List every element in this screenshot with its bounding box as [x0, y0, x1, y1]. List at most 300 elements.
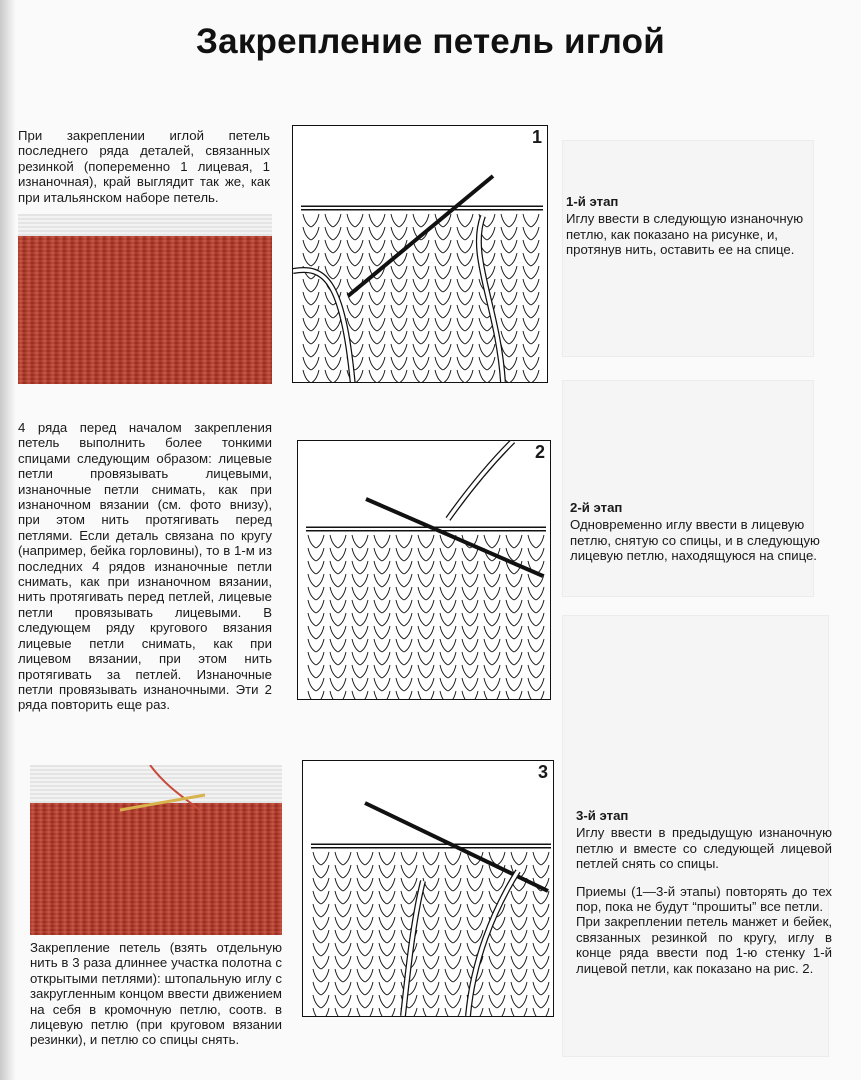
stitch-mark — [335, 852, 351, 865]
stitch-mark — [413, 305, 429, 318]
stitch-mark — [484, 574, 500, 587]
stitch-mark — [506, 600, 522, 613]
stitch-mark — [511, 995, 527, 1008]
cuff-note: При закреплении петель манжет и бейек, связанных резинкой по кругу, иглу в конце ряда ввести под 1-ю стенку 1-й лицевой петли, как показано на рис. 2. — [576, 914, 832, 976]
stitch-mark — [506, 613, 522, 626]
stitch-mark — [528, 691, 544, 699]
stitch-mark — [528, 600, 544, 613]
stitch-mark — [533, 865, 549, 878]
stitch-mark — [423, 930, 439, 943]
stitch-mark — [413, 266, 429, 279]
stitch-mark — [379, 904, 395, 917]
stitch-mark — [369, 318, 385, 331]
stitch-mark — [352, 626, 368, 639]
stitch-mark — [440, 678, 456, 691]
stitch-mark — [352, 613, 368, 626]
stitch-mark — [445, 852, 461, 865]
stitch-mark — [357, 1008, 373, 1016]
stitch-mark — [413, 331, 429, 344]
stitch-mark — [325, 357, 341, 370]
stitch-mark — [330, 561, 346, 574]
stitch-mark — [330, 652, 346, 665]
stitch-mark — [303, 305, 319, 318]
stitch-mark — [391, 214, 407, 227]
stitch-mark — [308, 548, 324, 561]
figure-number: 2 — [534, 442, 545, 462]
stitch-mark — [303, 357, 319, 370]
stitch-mark — [435, 331, 451, 344]
stitch-mark — [523, 266, 539, 279]
stitch-mark — [418, 600, 434, 613]
stitch-mark — [357, 943, 373, 956]
stitch-mark — [533, 904, 549, 917]
figure-number: 1 — [531, 127, 542, 147]
stitch-mark — [313, 904, 329, 917]
stitch-mark — [379, 982, 395, 995]
ribbing-photo-bottom — [30, 765, 282, 935]
stitch-mark — [313, 956, 329, 969]
stitch-mark — [335, 969, 351, 982]
stitch-mark — [357, 956, 373, 969]
stage-1-text: Иглу ввести в следующую изнаночную петлю, как показано на рисунке, и, протянув нить, оставить ее на спице. — [566, 211, 804, 258]
stitch-mark — [418, 561, 434, 574]
stitch-mark — [396, 587, 412, 600]
stitch-mark — [325, 370, 341, 382]
stitch-mark — [335, 865, 351, 878]
stitch-mark — [357, 995, 373, 1008]
stitch-mark — [396, 600, 412, 613]
stitch-mark — [379, 995, 395, 1008]
stitch-mark — [489, 943, 505, 956]
stitch-mark — [511, 917, 527, 930]
stitch-mark — [335, 1008, 351, 1016]
stitch-mark — [418, 652, 434, 665]
stitch-mark — [391, 318, 407, 331]
stitch-mark — [418, 548, 434, 561]
stitch-mark — [379, 917, 395, 930]
stitch-mark — [533, 982, 549, 995]
stitch-mark — [533, 917, 549, 930]
stitch-mark — [440, 561, 456, 574]
stitch-mark — [440, 548, 456, 561]
stitch-mark — [357, 917, 373, 930]
stitch-mark — [413, 370, 429, 382]
stitch-mark — [352, 561, 368, 574]
stitch-mark — [484, 691, 500, 699]
stitch-mark — [413, 253, 429, 266]
stitch-mark — [396, 626, 412, 639]
stitch-mark — [435, 240, 451, 253]
stitch-mark — [467, 917, 483, 930]
stitch-mark — [413, 279, 429, 292]
stitch-mark — [423, 865, 439, 878]
stitch-mark — [457, 214, 473, 227]
stitch-mark — [511, 956, 527, 969]
stitch-mark — [435, 292, 451, 305]
stitch-mark — [484, 678, 500, 691]
stitch-mark — [369, 292, 385, 305]
stitch-mark — [330, 600, 346, 613]
stitch-mark — [391, 279, 407, 292]
stitch-mark — [357, 969, 373, 982]
stitch-mark — [528, 639, 544, 652]
stitch-mark — [391, 227, 407, 240]
stitch-mark — [401, 878, 417, 891]
stitch-mark — [396, 691, 412, 699]
stitch-mark — [528, 665, 544, 678]
stitch-mark — [440, 639, 456, 652]
stitch-mark — [352, 652, 368, 665]
stitch-mark — [374, 613, 390, 626]
stitch-mark — [423, 852, 439, 865]
repeat-note: Приемы (1—3-й этапы) повторять до тех пор, пока не будут “прошиты” все петли. — [576, 883, 832, 915]
stitch-mark — [445, 943, 461, 956]
stitch-mark — [396, 548, 412, 561]
stitch-mark — [374, 665, 390, 678]
stitch-mark — [313, 917, 329, 930]
stitch-mark — [423, 904, 439, 917]
stage-2-text: Одновременно иглу ввести в лицевую петлю, снятую со спицы, и в следующую лицевую петлю, находящуюся на спице. — [570, 517, 820, 564]
stitch-mark — [369, 253, 385, 266]
stitch-mark — [369, 214, 385, 227]
stitch-mark — [533, 995, 549, 1008]
stitch-mark — [347, 318, 363, 331]
stitch-mark — [457, 279, 473, 292]
figure-3 — [302, 760, 554, 1017]
stitch-mark — [462, 665, 478, 678]
stitch-mark — [330, 613, 346, 626]
stitch-mark — [369, 240, 385, 253]
stitch-mark — [369, 305, 385, 318]
stitch-mark — [533, 930, 549, 943]
stitch-mark — [462, 626, 478, 639]
stitch-mark — [396, 535, 412, 548]
stitch-mark — [418, 639, 434, 652]
stitch-mark — [303, 370, 319, 382]
stitch-mark — [418, 613, 434, 626]
stitch-mark — [457, 370, 473, 382]
book-spine-shadow — [0, 0, 16, 1080]
stitch-mark — [313, 865, 329, 878]
stitch-mark — [391, 370, 407, 382]
stitch-mark — [374, 574, 390, 587]
stitch-mark — [352, 665, 368, 678]
stitch-mark — [330, 665, 346, 678]
stitch-mark — [511, 930, 527, 943]
stitch-mark — [435, 357, 451, 370]
stitch-mark — [369, 227, 385, 240]
stitch-mark — [418, 691, 434, 699]
stitch-mark — [374, 626, 390, 639]
stitch-mark — [506, 665, 522, 678]
stitch-mark — [335, 982, 351, 995]
stitch-mark — [325, 214, 341, 227]
stitch-mark — [462, 691, 478, 699]
stitch-mark — [335, 904, 351, 917]
stitch-mark — [423, 995, 439, 1008]
stitch-mark — [423, 1008, 439, 1016]
stitch-mark — [352, 587, 368, 600]
stitch-mark — [501, 292, 517, 305]
stitch-mark — [479, 357, 495, 370]
stitch-mark — [374, 652, 390, 665]
stitch-mark — [462, 600, 478, 613]
stitch-mark — [330, 587, 346, 600]
stitch-mark — [379, 865, 395, 878]
stitch-mark — [506, 678, 522, 691]
stitch-mark — [440, 652, 456, 665]
stitch-mark — [418, 587, 434, 600]
stitch-mark — [462, 548, 478, 561]
stitch-mark — [484, 600, 500, 613]
stitch-mark — [423, 956, 439, 969]
stitch-mark — [533, 852, 549, 865]
stitch-mark — [462, 561, 478, 574]
stitch-mark — [308, 561, 324, 574]
stitch-mark — [303, 292, 319, 305]
stitch-mark — [423, 891, 439, 904]
stitch-mark — [308, 665, 324, 678]
stitch-mark — [457, 253, 473, 266]
stitch-mark — [511, 943, 527, 956]
stitch-mark — [528, 587, 544, 600]
stage-1-block — [566, 194, 822, 258]
stitch-mark — [313, 852, 329, 865]
stitch-mark — [308, 678, 324, 691]
stitch-mark — [374, 561, 390, 574]
stitch-mark — [308, 587, 324, 600]
stitch-mark — [523, 344, 539, 357]
stitch-mark — [457, 305, 473, 318]
stitch-mark — [330, 639, 346, 652]
stitch-mark — [467, 865, 483, 878]
stitch-mark — [303, 279, 319, 292]
stitch-mark — [523, 370, 539, 382]
stitch-mark — [435, 370, 451, 382]
figure-number: 3 — [537, 762, 548, 782]
stitch-mark — [457, 344, 473, 357]
stitch-mark — [435, 253, 451, 266]
stitch-mark — [352, 574, 368, 587]
stitch-mark — [506, 626, 522, 639]
knitting-stitch-diagram-3 — [303, 761, 553, 1016]
stitch-mark — [501, 305, 517, 318]
stitch-mark — [440, 691, 456, 699]
stitch-mark — [418, 665, 434, 678]
stitch-mark — [347, 266, 363, 279]
stitch-mark — [308, 574, 324, 587]
stitch-mark — [506, 535, 522, 548]
stitch-mark — [462, 678, 478, 691]
stitch-mark — [313, 995, 329, 1008]
stitch-mark — [501, 227, 517, 240]
stitch-mark — [501, 344, 517, 357]
stitch-mark — [401, 852, 417, 865]
stitch-mark — [401, 891, 417, 904]
stitch-mark — [523, 318, 539, 331]
page-title: Закрепление петель иглой — [196, 22, 665, 61]
stitch-mark — [391, 331, 407, 344]
stitch-mark — [379, 878, 395, 891]
stitch-mark — [457, 331, 473, 344]
stitch-mark — [484, 639, 500, 652]
stitch-mark — [352, 600, 368, 613]
ribbing-photo-top — [18, 214, 272, 384]
stitch-mark — [347, 227, 363, 240]
stitch-mark — [511, 982, 527, 995]
stitch-mark — [401, 865, 417, 878]
stitch-mark — [445, 891, 461, 904]
bottom-paragraph: Закрепление петель (взять отдельную нить в 3 раза длиннее участка полотна с открытыми петлями): штопальную иглу с закругленным концом ввести движением на себя в кромочную петлю, соотв. в лицевую петлю (при круговом вязании резинки), и петлю со спицы снять. — [30, 940, 282, 1048]
preparation-paragraph: 4 ряда перед началом закрепления петель выполнить более тонкими спицами следующим образом: лицевые петли провязывать лицевыми, изнаночные петли снимать, как при изнаночном вязании (см. фото внизу), при этом нить протягивать перед петлями. Если деталь связана по кругу (например, бейка горловины), то в 1-м из последних 4 рядов изнаночные петли снимать, как при изнаночном вязании, нить протягивать перед петлей, лицевые петли провязывать лицевыми. В следующем ряду кругового вязания лицевые петли снимать, как при лицевом вязании, при этом нить протягивать за петлей. Изнаночные петли провязывать изнаночными. Эти 2 ряда повторить еще раз. — [18, 420, 272, 713]
stitch-mark — [467, 904, 483, 917]
stitch-mark — [501, 331, 517, 344]
stage-3-text: Иглу ввести в предыдущую изнаночную петлю и вместе со следующей лицевой петлей снять со спицы. — [576, 825, 832, 872]
stitch-mark — [308, 652, 324, 665]
stitch-mark — [352, 691, 368, 699]
stitch-mark — [511, 891, 527, 904]
stitch-mark — [523, 253, 539, 266]
stitch-mark — [374, 535, 390, 548]
background-panel — [562, 380, 814, 597]
stitch-mark — [435, 266, 451, 279]
stitch-mark — [484, 561, 500, 574]
stitch-mark — [523, 305, 539, 318]
stitch-mark — [335, 917, 351, 930]
stitch-mark — [445, 982, 461, 995]
stitch-mark — [445, 956, 461, 969]
stitch-mark — [357, 852, 373, 865]
stitch-mark — [523, 214, 539, 227]
figure-1 — [292, 125, 548, 383]
stitch-mark — [528, 678, 544, 691]
stitch-mark — [357, 930, 373, 943]
stitch-mark — [511, 1008, 527, 1016]
stitch-mark — [528, 626, 544, 639]
stitch-mark — [462, 652, 478, 665]
stitch-mark — [396, 639, 412, 652]
stitch-mark — [352, 678, 368, 691]
stitch-mark — [457, 357, 473, 370]
stitch-mark — [528, 535, 544, 548]
stitch-mark — [418, 626, 434, 639]
stitch-mark — [374, 691, 390, 699]
stitch-mark — [303, 344, 319, 357]
stitch-mark — [523, 357, 539, 370]
stitch-mark — [396, 613, 412, 626]
figure-2 — [297, 440, 551, 700]
stitch-mark — [391, 305, 407, 318]
stitch-mark — [413, 214, 429, 227]
stitch-mark — [374, 678, 390, 691]
stitch-mark — [357, 904, 373, 917]
stitch-mark — [484, 613, 500, 626]
stitch-mark — [479, 331, 495, 344]
stitch-mark — [313, 891, 329, 904]
stitch-mark — [347, 253, 363, 266]
stitch-mark — [391, 344, 407, 357]
stitch-mark — [325, 240, 341, 253]
stitch-mark — [313, 969, 329, 982]
stitch-mark — [511, 852, 527, 865]
stitch-mark — [303, 227, 319, 240]
stitch-mark — [435, 344, 451, 357]
stitch-mark — [303, 240, 319, 253]
stitch-mark — [347, 305, 363, 318]
stitch-mark — [357, 891, 373, 904]
stitch-mark — [423, 943, 439, 956]
stitch-mark — [457, 266, 473, 279]
stitch-mark — [374, 600, 390, 613]
stitch-mark — [369, 344, 385, 357]
stitch-mark — [374, 587, 390, 600]
stitch-mark — [330, 574, 346, 587]
stitch-mark — [484, 626, 500, 639]
stitch-mark — [347, 240, 363, 253]
stitch-mark — [357, 865, 373, 878]
stitch-mark — [313, 943, 329, 956]
stitch-mark — [457, 227, 473, 240]
stitch-mark — [445, 995, 461, 1008]
stitch-mark — [501, 318, 517, 331]
stitch-mark — [423, 917, 439, 930]
stitch-mark — [440, 574, 456, 587]
stitch-mark — [303, 253, 319, 266]
stitch-mark — [435, 227, 451, 240]
stitch-mark — [467, 930, 483, 943]
stitch-mark — [374, 548, 390, 561]
stitch-mark — [308, 626, 324, 639]
stage-1-title: 1-й этап — [566, 194, 619, 209]
stitch-mark — [418, 574, 434, 587]
stitch-mark — [396, 652, 412, 665]
stitch-mark — [445, 969, 461, 982]
stitch-mark — [325, 253, 341, 266]
stitch-mark — [396, 574, 412, 587]
stitch-mark — [325, 344, 341, 357]
stitch-mark — [374, 639, 390, 652]
stitch-mark — [369, 331, 385, 344]
stitch-mark — [445, 865, 461, 878]
stitch-mark — [484, 587, 500, 600]
stitch-mark — [462, 587, 478, 600]
stitch-mark — [506, 652, 522, 665]
stitch-mark — [445, 917, 461, 930]
stitch-mark — [435, 305, 451, 318]
stitch-mark — [506, 691, 522, 699]
stage-3-block — [576, 808, 832, 976]
stitch-mark — [533, 1008, 549, 1016]
stitch-mark — [467, 891, 483, 904]
stitch-mark — [303, 318, 319, 331]
stitch-mark — [352, 639, 368, 652]
stitch-mark — [396, 561, 412, 574]
stitch-mark — [303, 331, 319, 344]
stitch-mark — [357, 982, 373, 995]
stitch-mark — [440, 613, 456, 626]
stitch-mark — [335, 956, 351, 969]
stitch-mark — [413, 318, 429, 331]
stitch-mark — [330, 626, 346, 639]
stitch-mark — [533, 956, 549, 969]
stitch-mark — [523, 279, 539, 292]
stitch-mark — [313, 878, 329, 891]
stitch-mark — [423, 878, 439, 891]
stitch-mark — [445, 878, 461, 891]
stitch-mark — [462, 613, 478, 626]
stitch-mark — [325, 318, 341, 331]
stitch-mark — [335, 891, 351, 904]
